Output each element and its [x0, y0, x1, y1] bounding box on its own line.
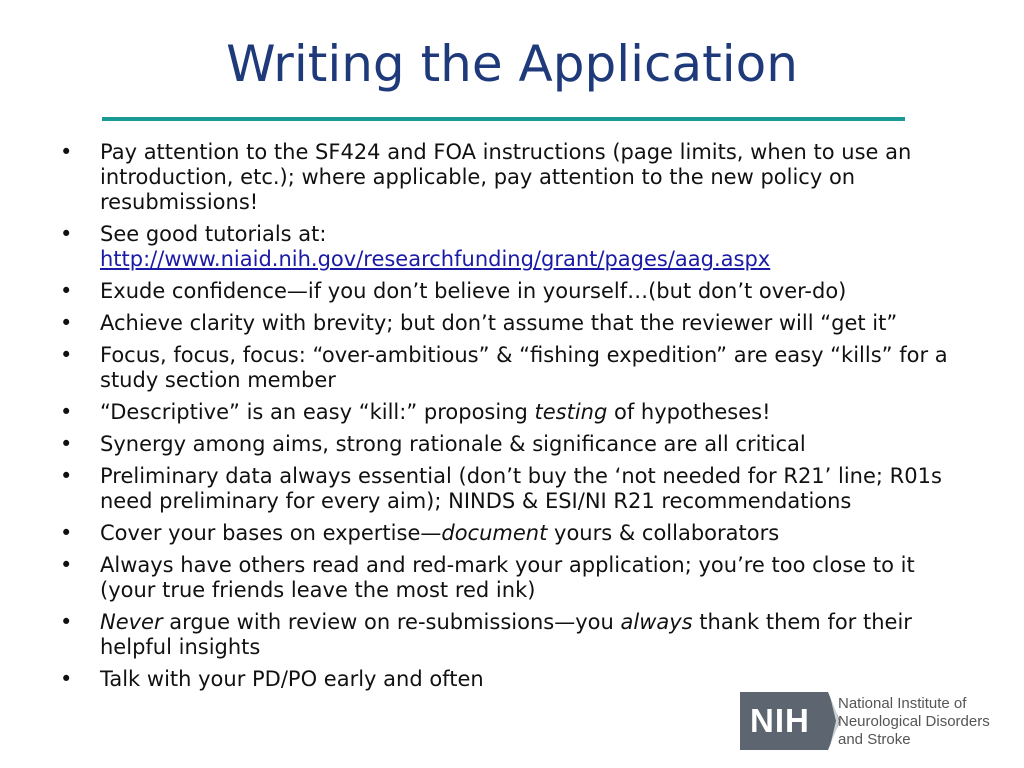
bullet-marker: • — [60, 553, 73, 577]
bullet-text: yours & collaborators — [547, 521, 780, 545]
bullet-item — [60, 553, 970, 603]
bullet-marker: • — [60, 140, 73, 164]
bullet-text: See good tutorials at: — [100, 222, 327, 246]
slide-title: Writing the Application — [226, 35, 798, 93]
bullet-item — [60, 432, 970, 457]
bullet-marker: • — [60, 222, 73, 246]
bullet-item — [60, 464, 970, 514]
bullet-emphasis: document — [441, 521, 548, 545]
bullet-marker: • — [60, 610, 73, 634]
bullet-marker: • — [60, 521, 73, 545]
bullet-marker: • — [60, 400, 73, 424]
tutorial-link[interactable]: http://www.niaid.nih.gov/researchfunding/grant/pages/aag.aspx — [100, 247, 771, 271]
bullet-item — [60, 610, 970, 660]
bullet-text: Preliminary data always essential (don’t buy the ‘not needed for R21’ line; R01s need preliminary for every aim); NINDS & ESI/NI R21 recommendations — [100, 464, 942, 513]
title-divider — [102, 117, 905, 121]
bullet-emphasis: always — [620, 610, 693, 634]
bullet-marker: • — [60, 311, 73, 335]
bullet-item — [60, 667, 970, 692]
bullet-list — [60, 140, 970, 699]
bullet-marker: • — [60, 667, 73, 691]
bullet-text: Talk with your PD/PO early and often — [100, 667, 484, 691]
institute-name — [838, 695, 990, 749]
bullet-emphasis: Never — [100, 610, 163, 634]
nih-logo-mark: NIH — [750, 702, 810, 739]
bullet-item — [60, 400, 970, 425]
institute-name-line: and Stroke — [838, 731, 911, 748]
bullet-text: Achieve clarity with brevity; but don’t assume that the reviewer will “get it” — [100, 311, 898, 335]
bullet-item — [60, 279, 970, 304]
bullet-text: Synergy among aims, strong rationale & significance are all critical — [100, 432, 806, 456]
bullet-text: of hypotheses! — [607, 400, 771, 424]
bullet-text: Focus, focus, focus: “over-ambitious” & “fishing expedition” are easy “kills” for a study section member — [100, 343, 948, 392]
bullet-text: argue with review on re-submissions—you — [162, 610, 621, 634]
institute-name-line: Neurological Disorders — [838, 713, 990, 730]
bullet-text: Cover your bases on expertise— — [100, 521, 442, 545]
bullet-text: Exude confidence—if you don’t believe in yourself…(but don’t over-do) — [100, 279, 847, 303]
bullet-marker: • — [60, 464, 73, 488]
bullet-item — [60, 222, 970, 272]
institute-name-line: National Institute of — [838, 695, 967, 712]
bullet-marker: • — [60, 343, 73, 367]
bullet-text: thank them for their helpful insights — [100, 610, 912, 659]
bullet-emphasis: testing — [534, 400, 608, 424]
bullet-item — [60, 521, 970, 546]
bullet-text: Always have others read and red-mark your application; you’re too close to it (your true friends leave the most red ink) — [100, 553, 915, 602]
bullet-item — [60, 343, 970, 393]
bullet-item — [60, 140, 970, 215]
bullet-text: Pay attention to the SF424 and FOA instructions (page limits, when to use an introduction, etc.); where applicable, pay attention to the new policy on resubmissions! — [100, 140, 912, 214]
bullet-text: “Descriptive” is an easy “kill:” proposing — [100, 400, 535, 424]
bullet-item — [60, 311, 970, 336]
nih-logo-box — [740, 692, 828, 750]
bullet-marker: • — [60, 432, 73, 456]
bullet-marker: • — [60, 279, 73, 303]
ninds-logo — [740, 692, 1010, 752]
